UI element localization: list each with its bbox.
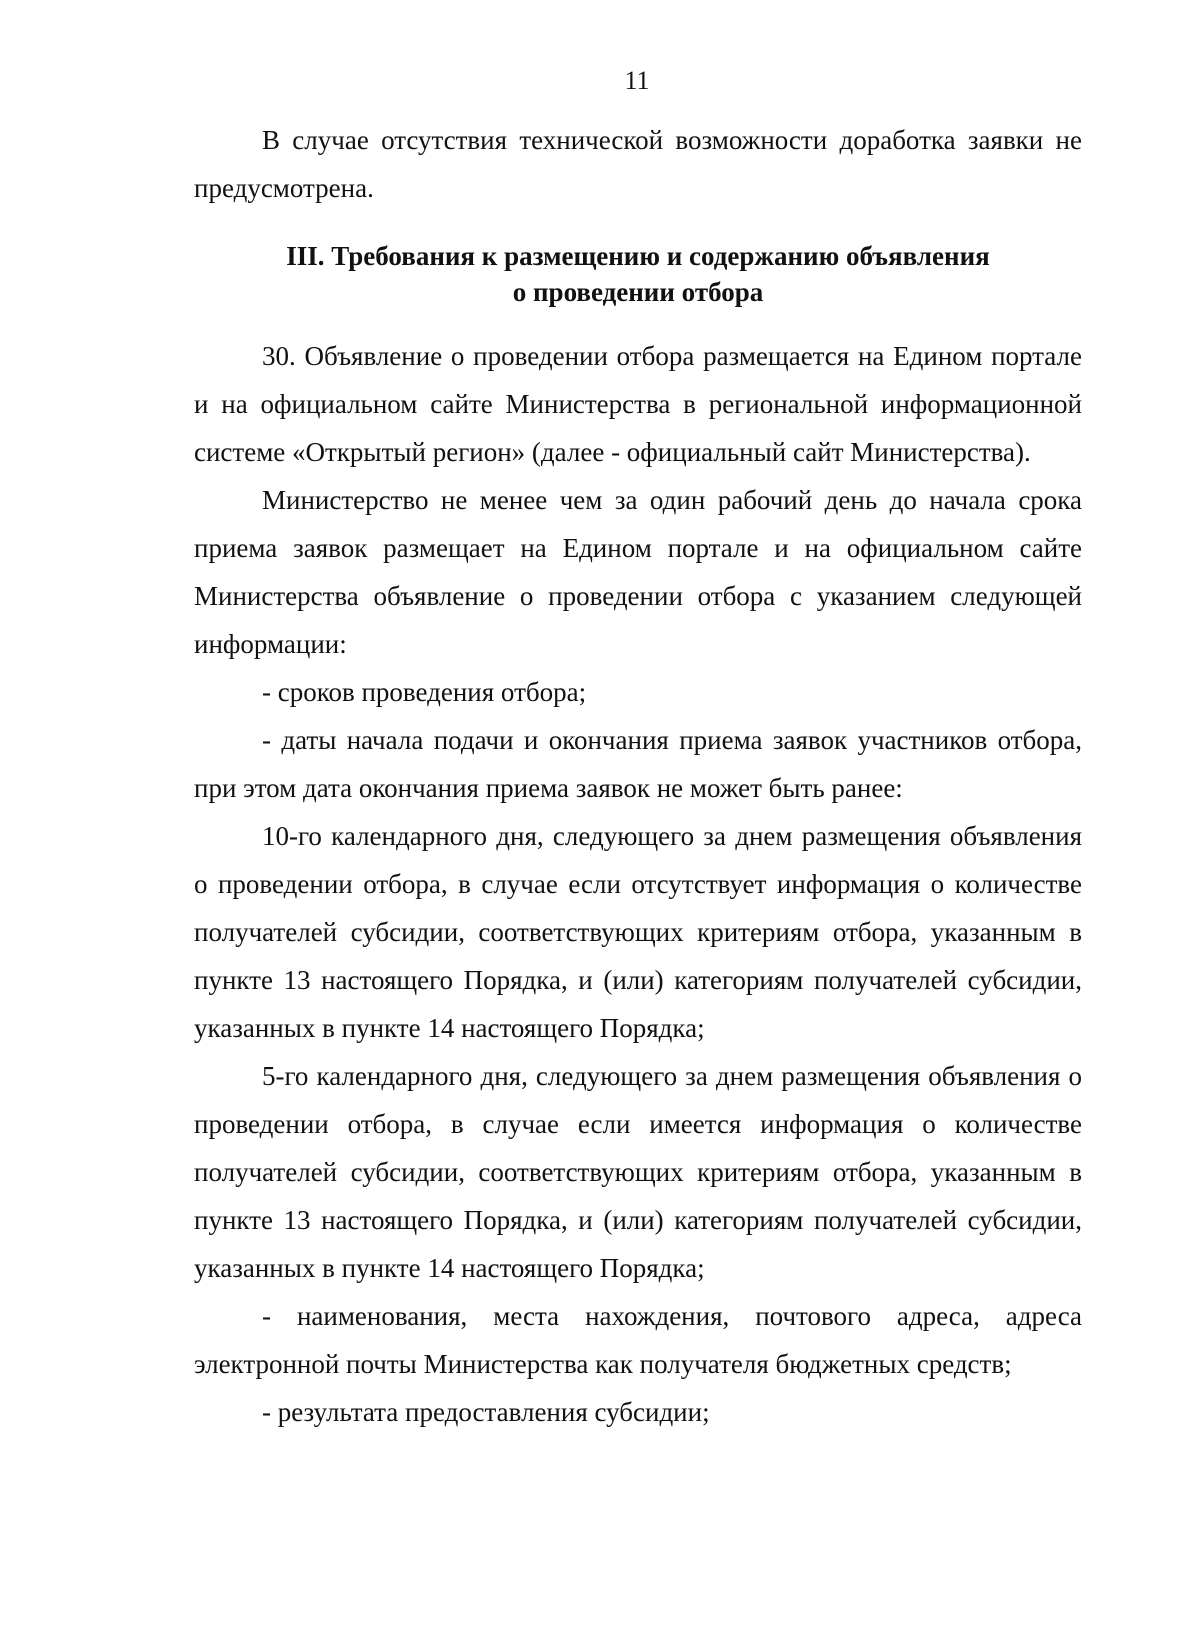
paragraph-30: 30. Объявление о проведении отбора размещается на Едином портале и на официальном сайте Министерства в региональной информационной системе «Открытый регион» (далее - официальный сайт Министерства).	[194, 341, 1082, 467]
list-item-selection-terms: - сроков проведения отбора;	[262, 677, 587, 707]
document-body	[194, 116, 1082, 1436]
list-item-ministry-address: - наименования, места нахождения, почтового адреса, адреса электронной почты Министерства как получателя бюджетных средств;	[194, 1301, 1082, 1379]
paragraph-ministry-announcement: Министерство не менее чем за один рабочий день до начала срока приема заявок размещает на Едином портале и на официальном сайте Министерства объявление о проведении отбора с указанием следующей информации:	[194, 485, 1082, 659]
paragraph-10th-day: 10-го календарного дня, следующего за днем размещения объявления о проведении отбора, в случае если отсутствует информация о количестве получателей субсидии, соответствующих критериям отбора, указанным в пункте 13 настоящего Порядка, и (или) категориям получателей субсидии, указанных в пункте 14 настоящего Порядка;	[194, 821, 1082, 1043]
section-heading-line-2: о проведении отбора	[512, 277, 764, 307]
list-item-application-dates: - даты начала подачи и окончания приема заявок участников отбора, при этом дата окончания приема заявок не может быть ранее:	[194, 725, 1082, 803]
paragraph-technical-possibility: В случае отсутствия технической возможности доработка заявки не предусмотрена.	[194, 125, 1082, 203]
section-heading-line-1: III. Требования к размещению и содержанию объявления	[286, 241, 990, 271]
page-number: 11	[624, 66, 650, 95]
list-item-subsidy-result: - результата предоставления субсидии;	[262, 1397, 710, 1427]
paragraph-5th-day: 5-го календарного дня, следующего за днем размещения объявления о проведении отбора, в случае если имеется информация о количестве получателей субсидии, соответствующих критериям отбора, указанным в пункте 13 настоящего Порядка, и (или) категориям получателей субсидии, указанных в пункте 14 настоящего Порядка;	[194, 1061, 1082, 1283]
section-heading	[194, 238, 1082, 310]
